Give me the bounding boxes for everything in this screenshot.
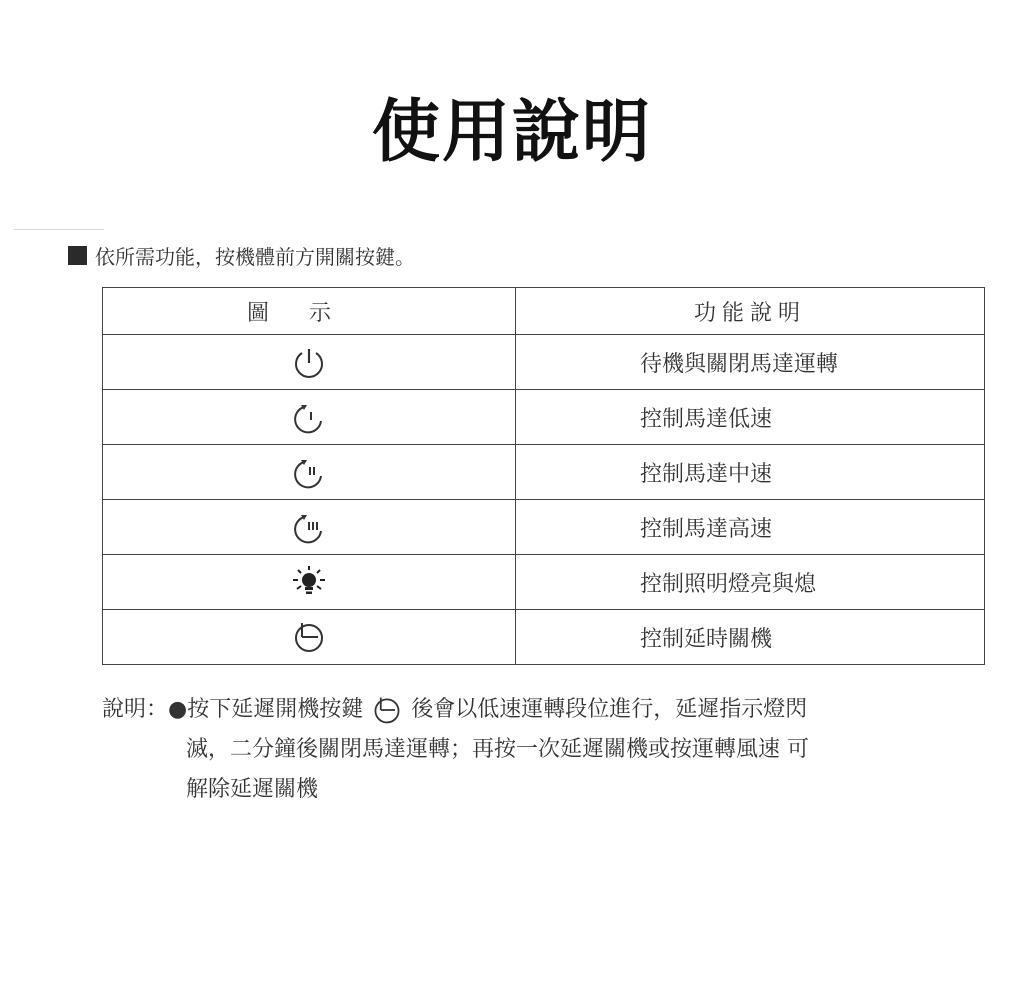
icon-cell — [103, 500, 516, 555]
desc-cell — [516, 555, 985, 610]
note-line — [102, 690, 1002, 730]
note-text: 滅，二分鐘後關閉馬達運轉；再按一次延遲關機或按運轉風速 可 — [186, 737, 809, 762]
note-text: 解除延遲關機 — [186, 777, 319, 802]
table-row — [103, 555, 985, 610]
note-text: ●按下延遲開機按鍵 — [168, 697, 364, 722]
intro-text: 依所需功能，按機體前方開關按鍵。 — [95, 244, 415, 269]
light-bulb-icon — [289, 564, 329, 600]
note-text: 後會以低速運轉段位進行，延遲指示燈閃 — [411, 697, 808, 722]
row-desc: 控制馬達高速 — [640, 516, 773, 542]
icon-cell — [103, 610, 516, 665]
desc-cell — [516, 445, 985, 500]
header-icon-column: 圖示 — [103, 288, 516, 335]
row-desc: 控制延時關機 — [640, 626, 773, 652]
timer-icon — [291, 619, 327, 655]
icon-cell — [103, 390, 516, 445]
function-table — [102, 287, 985, 665]
speed-high-icon — [291, 509, 327, 545]
desc-cell — [516, 610, 985, 665]
desc-cell — [516, 390, 985, 445]
speed-low-icon — [291, 399, 327, 435]
top-rule-divider — [14, 229, 104, 230]
power-icon — [291, 344, 327, 380]
table-row — [103, 445, 985, 500]
desc-cell — [516, 500, 985, 555]
header-desc-column: 功能說明 — [516, 288, 985, 335]
table-row — [103, 335, 985, 390]
table-row — [103, 390, 985, 445]
row-desc: 控制馬達中速 — [640, 461, 773, 487]
page-title: 使用說明 — [371, 93, 652, 172]
icon-cell — [103, 335, 516, 390]
desc-cell — [516, 335, 985, 390]
note-label: 說明： — [102, 697, 169, 722]
square-bullet-icon — [68, 246, 87, 265]
table-header-row — [103, 288, 985, 335]
row-desc: 控制照明燈亮與熄 — [640, 571, 817, 597]
table-row — [103, 500, 985, 555]
icon-cell — [103, 445, 516, 500]
intro-line — [68, 238, 415, 272]
note-line — [102, 730, 1002, 770]
timer-icon — [371, 694, 403, 726]
note-line — [102, 770, 1002, 810]
icon-cell — [103, 555, 516, 610]
usage-note — [102, 690, 1002, 810]
row-desc: 控制馬達低速 — [640, 406, 773, 432]
row-desc: 待機與關閉馬達運轉 — [640, 351, 839, 377]
table-row — [103, 610, 985, 665]
speed-mid-icon — [291, 454, 327, 490]
